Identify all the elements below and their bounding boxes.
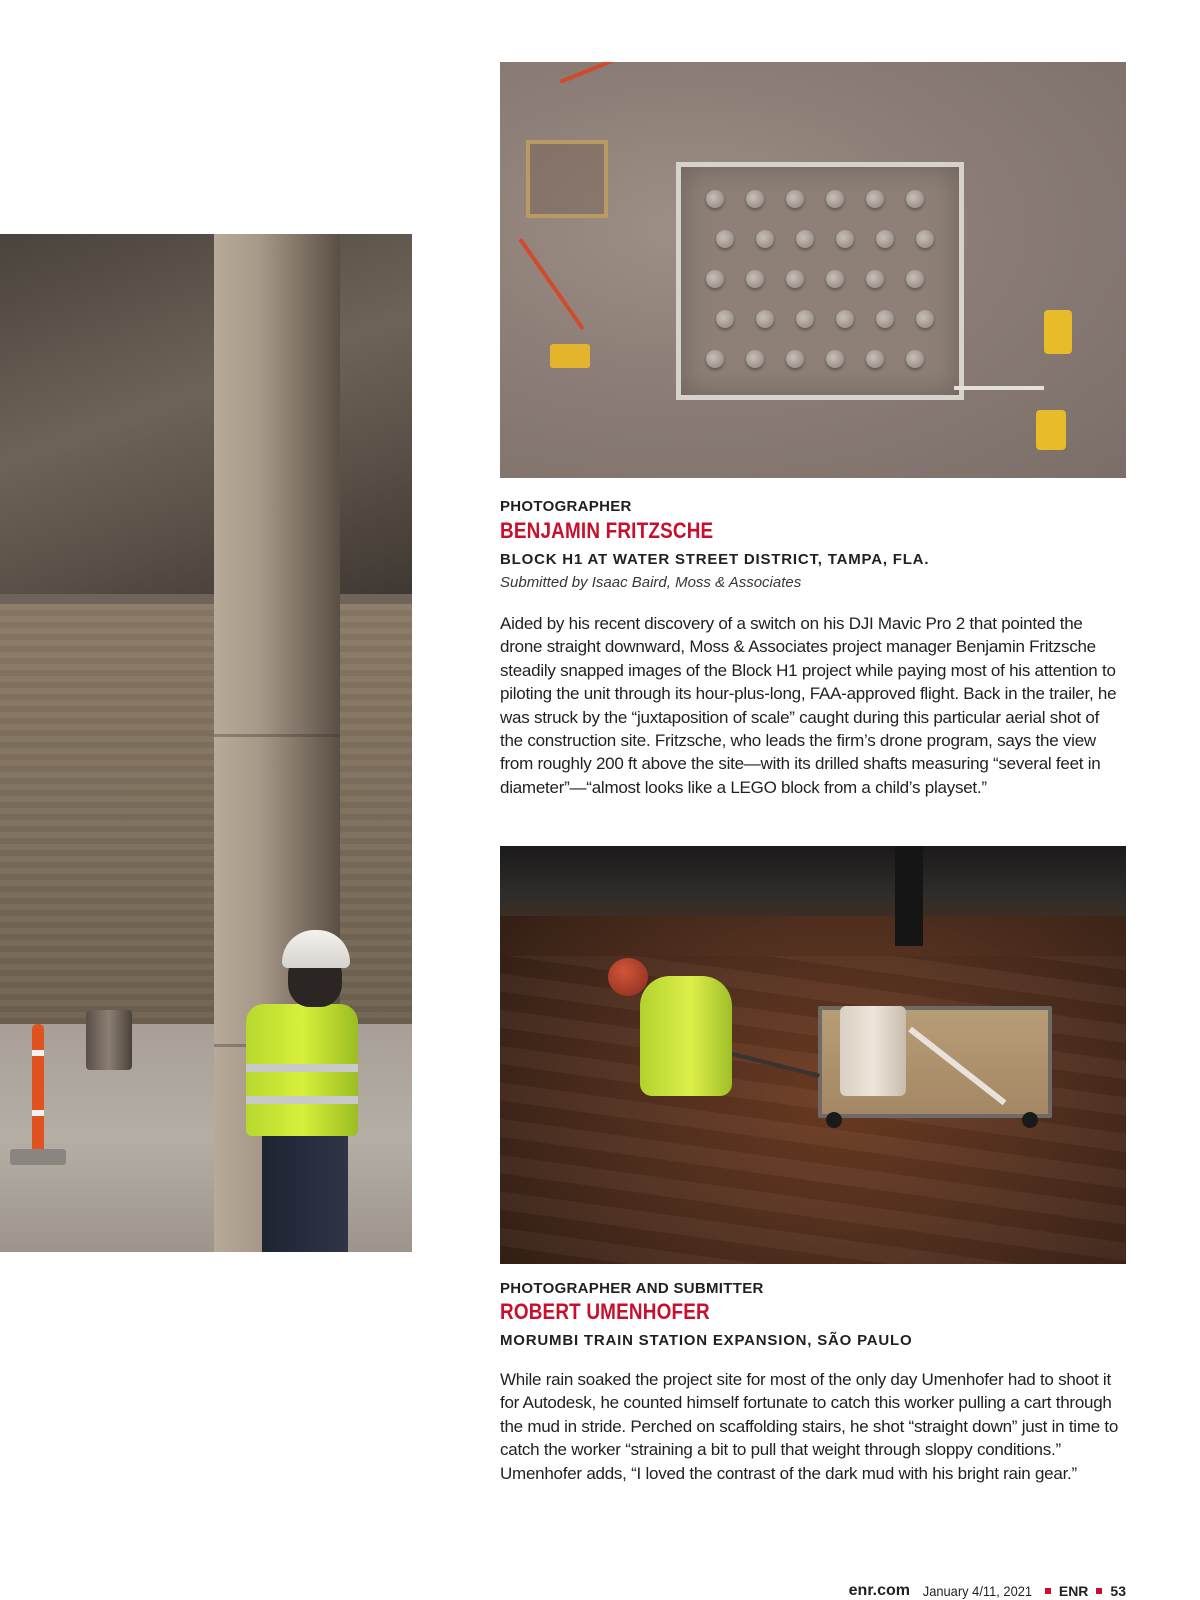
photo-vest-stripe — [246, 1064, 358, 1072]
photo-shaft — [706, 350, 724, 368]
photo-shaft — [796, 230, 814, 248]
photo-shaft — [826, 190, 844, 208]
photo-vest-stripe — [246, 1096, 358, 1104]
feature2-body: While rain soaked the project site for most of the only day Umenhofer had to shoot it for Autodesk, he counted himself fortunate to catch this worker pulling a cart through the mud in stride. Perched on scaffolding stairs, he shot “straight down” just in time to catch the worker “straining a bit to pull that weight through sloppy conditions.” Umenhofer adds, “I loved the contrast of the dark mud with his bright rain gear.” — [500, 1370, 1119, 1483]
photo-drill-rig — [1044, 310, 1072, 354]
photo-shaft — [826, 350, 844, 368]
photo-cement-bag — [840, 1006, 906, 1096]
photo-red-line — [518, 238, 584, 330]
feature1-credit: Submitted by Isaac Baird, Moss & Associates — [500, 574, 802, 591]
feature2-project-title: MORUMBI TRAIN STATION EXPANSION, SÃO PAULO — [500, 1332, 913, 1349]
photo-shaft — [906, 350, 924, 368]
feature2-kicker: PHOTOGRAPHER AND SUBMITTER — [500, 1280, 764, 1297]
photo-waste-bin — [86, 1010, 132, 1070]
aerial-foundation-photo — [500, 62, 1126, 478]
photo-shaft — [786, 350, 804, 368]
feature1-kicker: PHOTOGRAPHER — [500, 498, 632, 515]
photo-steel-beam — [500, 846, 1126, 916]
photo-shaft — [796, 310, 814, 328]
photo-shaft — [746, 350, 764, 368]
photo-steel-post — [895, 846, 923, 946]
photo-shaft — [786, 190, 804, 208]
photo-drill-rig — [1036, 410, 1066, 450]
photo-shaft — [706, 270, 724, 288]
photo-worker-rain-gear — [640, 976, 732, 1096]
photo-shaft — [786, 270, 804, 288]
photo-cart-wheel — [826, 1112, 842, 1128]
page-footer — [849, 1582, 1126, 1600]
photo-traffic-post-base — [10, 1149, 66, 1165]
footer-date: January 4/11, 2021 — [922, 1583, 1033, 1599]
feature1-photographer-name: BENJAMIN FRITZSCHE — [500, 518, 714, 543]
photo-column-joint — [214, 734, 340, 737]
photo-cart-wheel — [1022, 1112, 1038, 1128]
photo-worker-legs — [262, 1129, 348, 1252]
photo-red-line — [559, 62, 700, 84]
photo-shaft — [916, 230, 934, 248]
photo-shaft — [746, 270, 764, 288]
photo-formwork-box — [526, 140, 608, 218]
photo-wall — [0, 604, 412, 1024]
photo-shaft — [716, 310, 734, 328]
photo-shaft — [836, 230, 854, 248]
feature1-project-title: BLOCK H1 AT WATER STREET DISTRICT, TAMPA, FLA. — [500, 551, 930, 568]
photo-shaft — [906, 270, 924, 288]
footer-square-icon — [1096, 1588, 1102, 1594]
photo-shaft — [866, 190, 884, 208]
feature1-body: Aided by his recent discovery of a switch on his DJI Mavic Pro 2 that pointed the drone straight downward, Moss & Associates project manager Benjamin Fritzsche steadily snapped images of the Block H1 project while paying most of his attention to piloting the unit through its hour-plus-long, FAA-approved flight. Back in the trailer, he was struck by the “juxtaposition of scale” caught during this particular aerial shot of the construction site. Fritzsche, who leads the firm’s drone program, says the view from roughly 200 ft above the site—with its drilled shafts measuring “several feet in diameter”—“almost looks like a LEGO block from a child’s playset.” — [500, 614, 1117, 797]
photo-traffic-post — [32, 1024, 44, 1154]
photo-shaft — [826, 270, 844, 288]
footer-site: enr.com — [848, 1582, 911, 1599]
reservoir-column-photo — [0, 234, 412, 1252]
photo-shaft — [836, 310, 854, 328]
photo-shaft — [866, 270, 884, 288]
footer-brand: ENR — [1058, 1583, 1089, 1599]
photo-shaft — [716, 230, 734, 248]
photo-pipe — [954, 386, 1044, 390]
photo-loader — [550, 344, 590, 368]
photo-worker-helmet — [608, 958, 648, 996]
photo-shaft — [756, 230, 774, 248]
footer-square-icon — [1045, 1588, 1051, 1594]
photo-shaft — [876, 310, 894, 328]
photo-shaft — [906, 190, 924, 208]
photo-ceiling — [0, 234, 412, 594]
photo-shaft — [916, 310, 934, 328]
photo-shaft — [756, 310, 774, 328]
photo-shaft — [866, 350, 884, 368]
photo-shaft — [706, 190, 724, 208]
photo-shaft — [876, 230, 894, 248]
worker-mud-cart-photo — [500, 846, 1126, 1264]
page-number: 53 — [1110, 1583, 1126, 1599]
feature2-photographer-name: ROBERT UMENHOFER — [500, 1299, 710, 1324]
photo-shaft — [746, 190, 764, 208]
